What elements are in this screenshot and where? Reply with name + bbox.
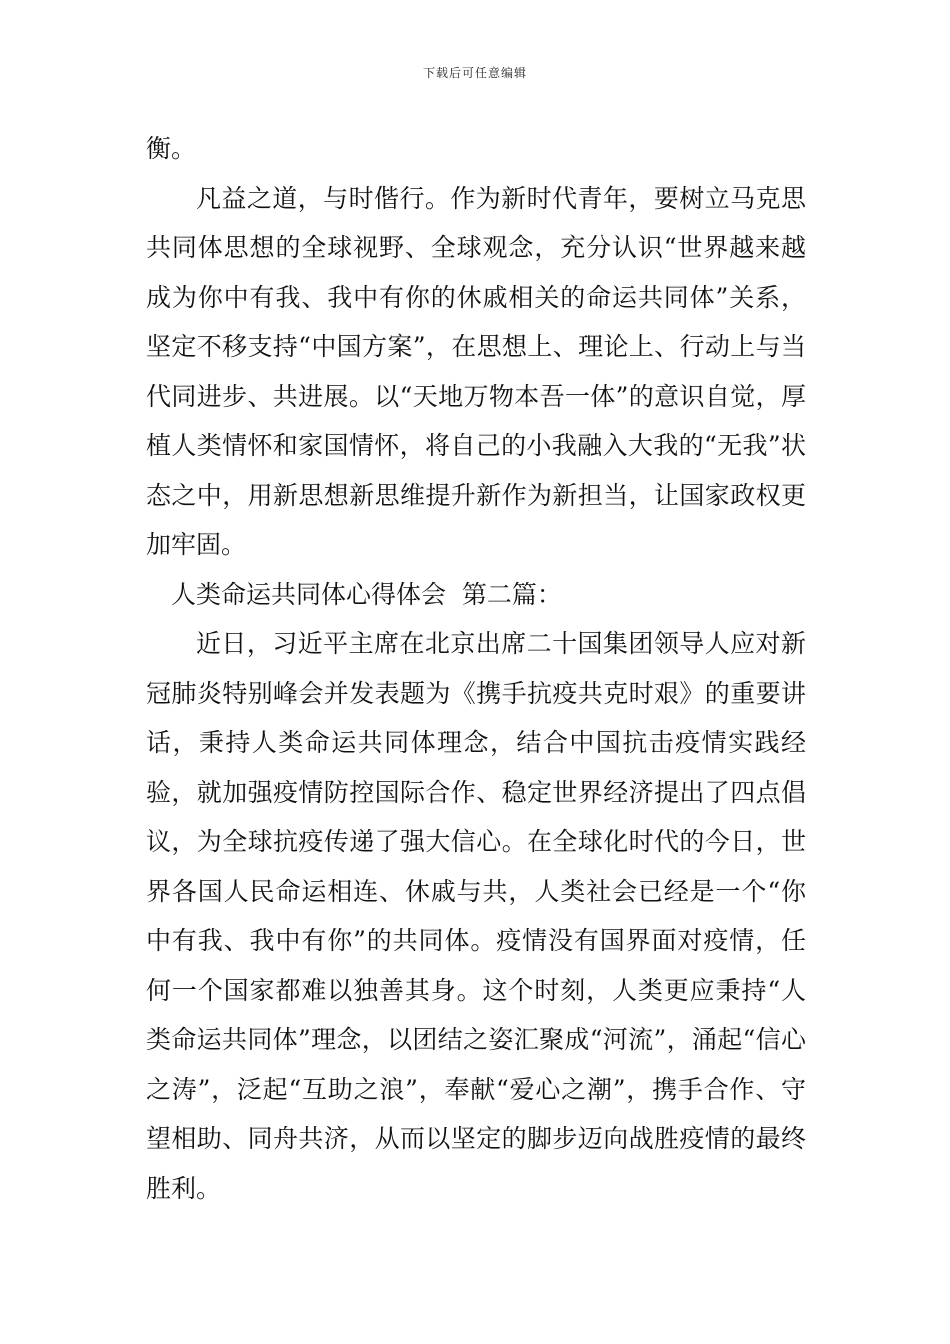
paragraph-continuation: 衡。 [146,134,197,163]
document-body [146,124,806,1213]
paragraph-summit: 近日，习近平主席在北京出席二十国集团领导人应对新冠肺炎特别峰会并发表题为《携手抗疫共克时艰》的重要讲话，秉持人类命运共同体理念，结合中国抗击疫情实践经验，就加强疫情防控国际合作、稳定世界经济提出了四点倡议，为全球抗疫传递了强大信心。在全球化时代的今日，世界各国人民命运相连、休戚与共，人类社会已经是一个“你中有我、我中有你”的共同体。疫情没有国界面对疫情，任何一个国家都难以独善其身。这个时刻，人类更应秉持“人类命运共同体”理念，以团结之姿汇聚成“河流”，涌起“信心之涛”，泛起“互助之浪”，奉献“爱心之潮”，携手合作、守望相助、同舟共济，从而以坚定的脚步迈向战胜疫情的最终胜利。 [146,629,806,1203]
paragraph-youth: 凡益之道，与时偕行。作为新时代青年，要树立马克思共同体思想的全球视野、全球观念，充分认识“世界越来越成为你中有我、我中有你的休戚相关的命运共同体”关系，坚定不移支持“中国方案”，在思想上、理论上、行动上与当代同进步、共进展。以“天地万物本吾一体”的意识自觉，厚植人类情怀和家国情怀，将自己的小我融入大我的“无我”状态之中，用新思想新思维提升新作为新担当，让国家政权更加牢固。 [146,183,806,559]
section-heading: 人类命运共同体心得体会 第二篇： [171,579,562,609]
header-note: 下载后可任意编辑 [422,66,527,80]
